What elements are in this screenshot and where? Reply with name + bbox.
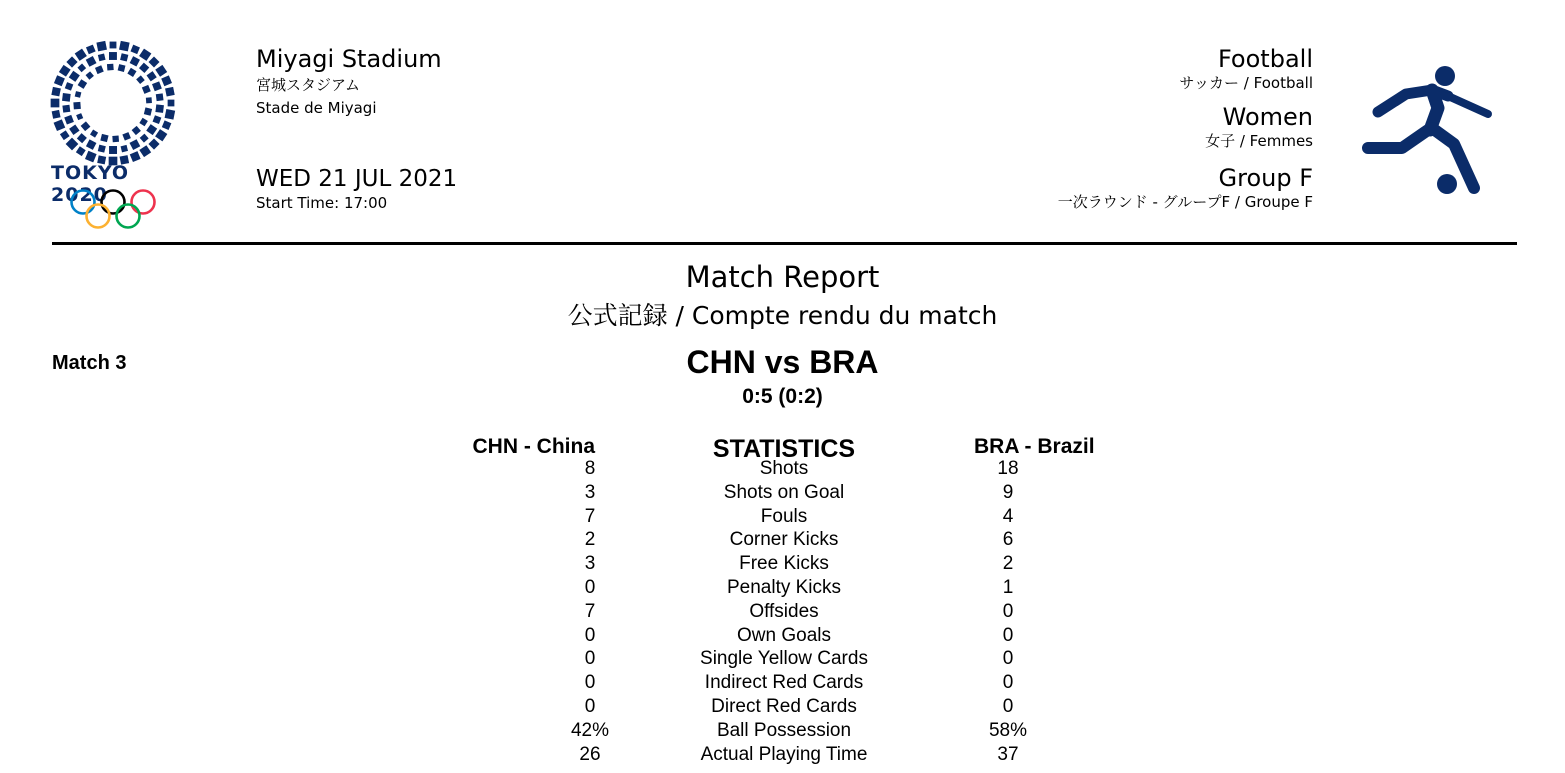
stat-label: Fouls (760, 505, 808, 527)
event-gender-translations: 女子 / Femmes (1205, 132, 1313, 150)
stat-home-value: 3 (584, 481, 596, 503)
stat-row-indirect-red-cards (0, 671, 1565, 695)
stat-label: Corner Kicks (729, 529, 839, 551)
venue-name: Miyagi Stadium (256, 45, 442, 73)
event-gender: Women (1222, 103, 1313, 131)
stat-label: Indirect Red Cards (704, 672, 864, 694)
stat-home-value: 7 (584, 505, 596, 527)
stat-home-value: 8 (584, 458, 596, 479)
sport-name-translations: サッカー / Football (1179, 74, 1313, 92)
stat-label: Free Kicks (739, 553, 829, 575)
stat-row-actual-playing-time (0, 743, 1565, 767)
stat-label: Ball Possession (716, 719, 852, 741)
stat-home-value: 42% (570, 719, 610, 741)
stat-home-value: 0 (584, 648, 596, 670)
venue-name-french: Stade de Miyagi (256, 99, 377, 117)
olympic-ring-yellow (87, 205, 110, 228)
olympic-ring-green (117, 205, 140, 228)
stat-row-shots (0, 457, 1565, 481)
match-number: Match 3 (52, 352, 127, 374)
olympic-ring-blue (72, 191, 95, 214)
stat-home-value: 0 (584, 695, 596, 717)
stat-home-value: 0 (584, 576, 596, 598)
match-date-info (256, 165, 457, 213)
statistics-table (0, 457, 1565, 766)
start-time: Start Time: 17:00 (256, 194, 388, 212)
stat-row-direct-red-cards (0, 695, 1565, 719)
report-subtitle: 公式記録 / Compte rendu du match (567, 301, 998, 330)
home-team-name: CHN - China (472, 435, 595, 458)
header-divider (52, 242, 1517, 245)
stat-label: Actual Playing Time (700, 743, 868, 765)
stat-away-value: 4 (1002, 505, 1014, 527)
stat-label: Direct Red Cards (711, 695, 857, 717)
stat-row-own-goals (0, 624, 1565, 648)
stat-away-value: 37 (997, 743, 1019, 765)
tokyo-2020-logo (48, 38, 183, 234)
football-pictogram-icon (1358, 60, 1498, 200)
stat-row-ball-possession (0, 719, 1565, 743)
report-header (0, 0, 1565, 245)
stat-label: Shots on Goal (723, 481, 845, 503)
stat-home-value: 0 (584, 672, 596, 694)
olympic-ring-black (102, 191, 125, 214)
statistics-heading: STATISTICS (712, 435, 856, 463)
stat-label: Penalty Kicks (726, 576, 842, 598)
matchup-title: CHN vs BRA (686, 344, 879, 380)
event-phase-translations: 一次ラウンド - グループF / Groupe F (1057, 193, 1313, 211)
stat-label: Own Goals (737, 624, 831, 646)
final-score: 0:5 (0:2) (742, 385, 823, 408)
stat-away-value: 58% (988, 719, 1028, 741)
olympic-ring-red (132, 191, 155, 214)
event-info (1058, 44, 1313, 212)
event-phase: Group F (1218, 164, 1313, 192)
stat-row-fouls (0, 505, 1565, 529)
stat-away-value: 6 (1002, 529, 1014, 551)
report-title: Match Report (685, 260, 880, 294)
tokyo-2020-emblem-icon (48, 38, 178, 168)
venue-name-japanese: 宮城スタジアム (256, 76, 360, 94)
stat-home-value: 0 (584, 624, 596, 646)
stat-row-free-kicks (0, 552, 1565, 576)
stat-row-penalty-kicks (0, 576, 1565, 600)
olympic-rings-icon (68, 188, 158, 232)
stat-away-value: 0 (1002, 648, 1014, 670)
stat-away-value: 0 (1002, 695, 1014, 717)
stat-away-value: 2 (1002, 553, 1014, 575)
stat-home-value: 3 (584, 553, 596, 575)
stat-away-value: 18 (997, 458, 1019, 479)
stat-away-value: 0 (1002, 672, 1014, 694)
stat-home-value: 2 (584, 529, 596, 551)
stat-home-value: 26 (579, 743, 601, 765)
stat-row-corner-kicks (0, 528, 1565, 552)
stat-label: Offsides (749, 600, 819, 622)
stat-row-offsides (0, 600, 1565, 624)
stat-label: Single Yellow Cards (700, 648, 868, 670)
stat-label: Shots (759, 458, 809, 479)
games-wordmark: TOKYO 2020 (51, 162, 130, 206)
stat-home-value: 7 (584, 600, 596, 622)
match-date: WED 21 JUL 2021 (256, 166, 458, 192)
stat-away-value: 1 (1002, 576, 1014, 598)
venue-info (256, 44, 442, 120)
stat-row-single-yellow-cards (0, 647, 1565, 671)
stat-away-value: 0 (1002, 624, 1014, 646)
stat-away-value: 0 (1002, 600, 1014, 622)
sport-name: Football (1217, 45, 1313, 73)
stat-away-value: 9 (1002, 481, 1014, 503)
away-team-name: BRA - Brazil (974, 435, 1095, 458)
stat-row-shots-on-goal (0, 481, 1565, 505)
